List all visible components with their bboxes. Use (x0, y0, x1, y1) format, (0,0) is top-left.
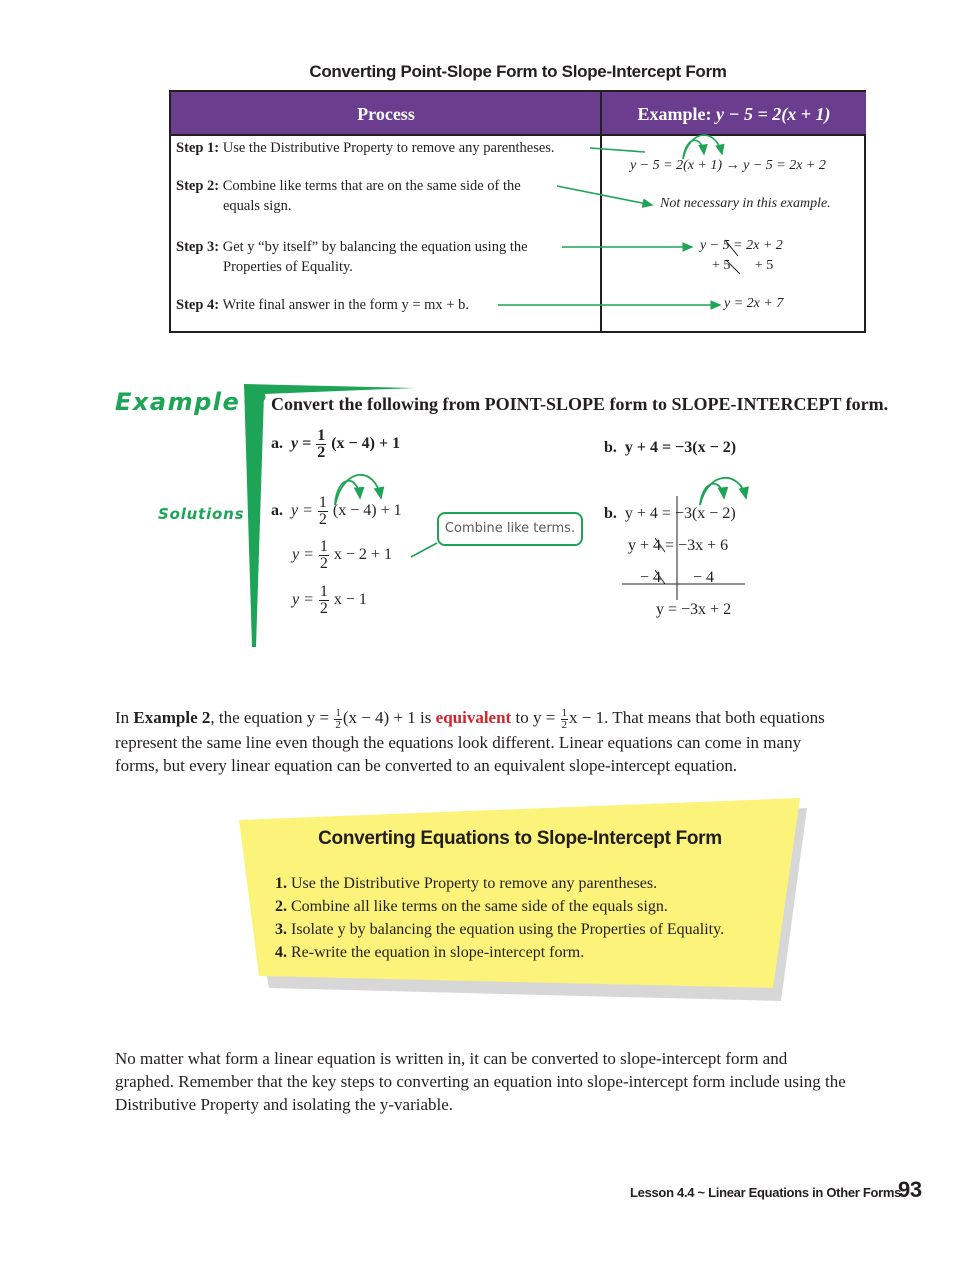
solution-a-line-1: a. y = $\frac{1}{2}$ (x − 4) + 1 (271, 494, 402, 528)
list-item: 1. Use the Distributive Property to remove any parentheses. (275, 875, 658, 892)
yellow-box-steps (275, 872, 724, 964)
problem-b: b. y + 4 = −3(x − 2) (604, 439, 737, 456)
table-header-example: Example: y − 5 = 2(x + 1) (602, 92, 866, 134)
step-2: Step 2: Combine like terms that are on the same side of the equals sign. (176, 178, 521, 214)
solution-b-line-3: − 4 − 4 (640, 569, 715, 586)
footer-lesson-title: Lesson 4.4 ~ Linear Equations in Other Forms (630, 1185, 902, 1200)
solution-a-line-3: y = $\frac{1}{2}$ x − 1 (292, 583, 367, 617)
example-step-3b: + 5 + 5 (712, 258, 774, 273)
solution-b-line-4: y = −3x + 2 (656, 601, 732, 618)
example-step-2: Not necessary in this example. (660, 196, 831, 211)
step-3: Step 3: Get y “by itself” by balancing the equation using the Properties of Equality. (176, 239, 528, 275)
page-number: 93 (898, 1177, 922, 1202)
list-item: 2. Combine all like terms on the same side of the equals sign. (275, 898, 668, 915)
solution-b-line-2: y + 4 = −3x + 6 (628, 537, 729, 554)
cancel-b-2 (655, 570, 665, 584)
step-4: Step 4: Write final answer in the form y = mx + b. (176, 297, 469, 313)
example-2-title: Example 2 (115, 388, 269, 416)
solution-a-line-2: y = $\frac{1}{2}$ x − 2 + 1 (292, 538, 392, 572)
callout-pointer (411, 543, 437, 557)
combine-like-terms-callout: Combine like terms. (437, 512, 583, 546)
cancel-mark-1 (725, 240, 738, 256)
cancel-b-1 (655, 538, 665, 552)
cancel-mark-2 (726, 260, 740, 274)
paragraph-summary: No matter what form a linear equation is written in, it can be converted to slope-intercept form and graphed. Remember that the key steps to converting an equation into slope-intercept form include using the Distributive Property and isolating the y-variable. (115, 1049, 846, 1114)
solution-arrows (0, 460, 979, 640)
yellow-box-title: Converting Equations to Slope-Intercept Form (318, 828, 722, 849)
example-2-prompt: Convert the following from POINT-SLOPE form to SLOPE-INTERCEPT form. (271, 394, 889, 414)
list-item: 3. Isolate y by balancing the equation using the Properties of Equality. (275, 921, 725, 938)
solution-b-line-1: b. y + 4 = −3(x − 2) (604, 505, 736, 522)
arrow-step-2 (557, 186, 652, 205)
solutions-label: Solutions (158, 505, 245, 523)
example-step-4: y = 2x + 7 (724, 296, 784, 311)
paragraph-equivalent: In Example 2, the equation y = $\frac{1}{2}$ (x − 4) + 1 is equivalent to y = $\frac{1}{2}$ x − 1. That means that both equations represent the same line even though the equations look different. Linear equations can come in many forms, but every linear equation can be converted to an equivalent slope-intercept equation. (115, 706, 825, 775)
problem-a: a. y = $\frac{1}{2}$ (x − 4) + 1 (271, 427, 401, 461)
example-step-3a: y − 5 = 2x + 2 (700, 238, 783, 253)
list-item: 4. Re-write the equation in slope-intercept form. (275, 944, 585, 961)
table-header-process: Process (171, 92, 601, 134)
arrow-step-1 (590, 148, 645, 152)
example-step-1: y − 5 = 2(x + 1) → y − 5 = 2x + 2 (630, 158, 826, 173)
table-arrows (0, 0, 979, 340)
table-title: Converting Point-Slope Form to Slope-Intercept Form (309, 62, 727, 81)
step-1: Step 1: Use the Distributive Property to remove any parentheses. (176, 140, 555, 156)
